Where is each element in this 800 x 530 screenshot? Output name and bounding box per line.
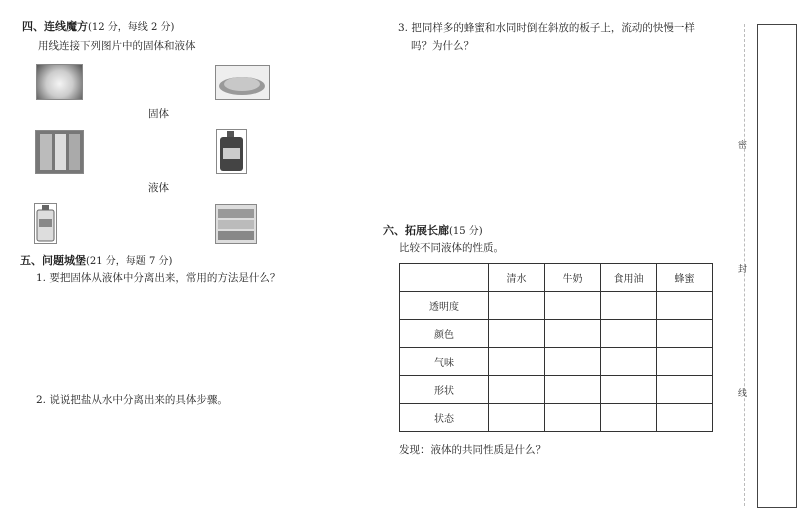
binding-strip [757, 24, 797, 508]
salt-image [36, 64, 83, 100]
section4-title: 四、连线魔方 [22, 20, 88, 33]
table-row [400, 376, 713, 404]
answer-cell[interactable] [545, 404, 601, 432]
flour-image [215, 65, 270, 100]
answer-cell[interactable] [601, 404, 657, 432]
question-2: 2. 说说把盐从水中分离出来的具体步骤。 [36, 394, 228, 406]
row-label: 状态 [400, 404, 489, 432]
answer-cell[interactable] [601, 376, 657, 404]
section5-points: (21 分，每题 7 分) [86, 256, 173, 267]
oil-bottle-icon [217, 130, 246, 173]
table-corner-cell [400, 264, 489, 292]
answer-cell[interactable] [657, 404, 713, 432]
answer-cell[interactable] [601, 292, 657, 320]
question-3-line1: 3. 把同样多的蜂蜜和水同时倒在斜放的板子上，流动的快慢一样 [398, 22, 695, 34]
answer-cell[interactable] [489, 348, 545, 376]
answer-cell[interactable] [545, 292, 601, 320]
section5-heading [20, 252, 172, 268]
finding-prompt: 发现：液体的共同性质是什么？ [399, 444, 546, 456]
row-label: 形状 [400, 376, 489, 404]
binding-char: 密 [738, 141, 748, 151]
liquid-properties-table [399, 263, 713, 432]
column-header: 蜂蜜 [657, 264, 713, 292]
answer-cell[interactable] [545, 320, 601, 348]
liquid-label: 液体 [148, 182, 169, 194]
answer-cell[interactable] [545, 376, 601, 404]
cooking-oil-image [216, 129, 247, 174]
answer-cell[interactable] [489, 376, 545, 404]
section6-title: 六、拓展长廊 [383, 224, 449, 237]
answer-cell[interactable] [657, 320, 713, 348]
answer-cell[interactable] [657, 292, 713, 320]
table-header-row [400, 264, 713, 292]
table-row [400, 292, 713, 320]
answer-cell[interactable] [601, 348, 657, 376]
row-label: 颜色 [400, 320, 489, 348]
section5-title: 五、问题城堡 [20, 254, 86, 267]
section4-points: (12 分，每线 2 分) [88, 22, 175, 33]
towels-icon [216, 205, 256, 243]
row-label: 气味 [400, 348, 489, 376]
table-row [400, 348, 713, 376]
binding-char: 线 [738, 389, 748, 399]
section4-instruction: 用线连接下列图片中的固体和液体 [38, 40, 196, 52]
flour-pile-icon [216, 66, 269, 99]
section6-heading [383, 222, 483, 238]
table-row [400, 320, 713, 348]
answer-cell[interactable] [601, 320, 657, 348]
question-1: 1. 要把固体从液体中分离出来，常用的方法是什么？ [36, 272, 281, 284]
column-header: 清水 [489, 264, 545, 292]
section6-points: (15 分) [449, 226, 483, 237]
water-bottle-icon [35, 204, 56, 243]
bottles-icon [36, 131, 83, 173]
answer-cell[interactable] [489, 320, 545, 348]
answer-cell[interactable] [657, 376, 713, 404]
answer-cell[interactable] [657, 348, 713, 376]
solid-label: 固体 [148, 108, 169, 120]
answer-cell[interactable] [545, 348, 601, 376]
question-3-line2: 吗？为什么？ [411, 40, 474, 52]
answer-cell[interactable] [489, 404, 545, 432]
row-label: 透明度 [400, 292, 489, 320]
table-row [400, 404, 713, 432]
answer-cell[interactable] [489, 292, 545, 320]
section4-heading [22, 18, 174, 34]
section6-instruction: 比较不同液体的性质。 [399, 242, 504, 254]
binding-char: 封 [738, 265, 748, 275]
column-header: 牛奶 [545, 264, 601, 292]
towels-image [215, 204, 257, 244]
bottled-drinks-image [35, 130, 84, 174]
column-header: 食用油 [601, 264, 657, 292]
water-bottle-image [34, 203, 57, 244]
